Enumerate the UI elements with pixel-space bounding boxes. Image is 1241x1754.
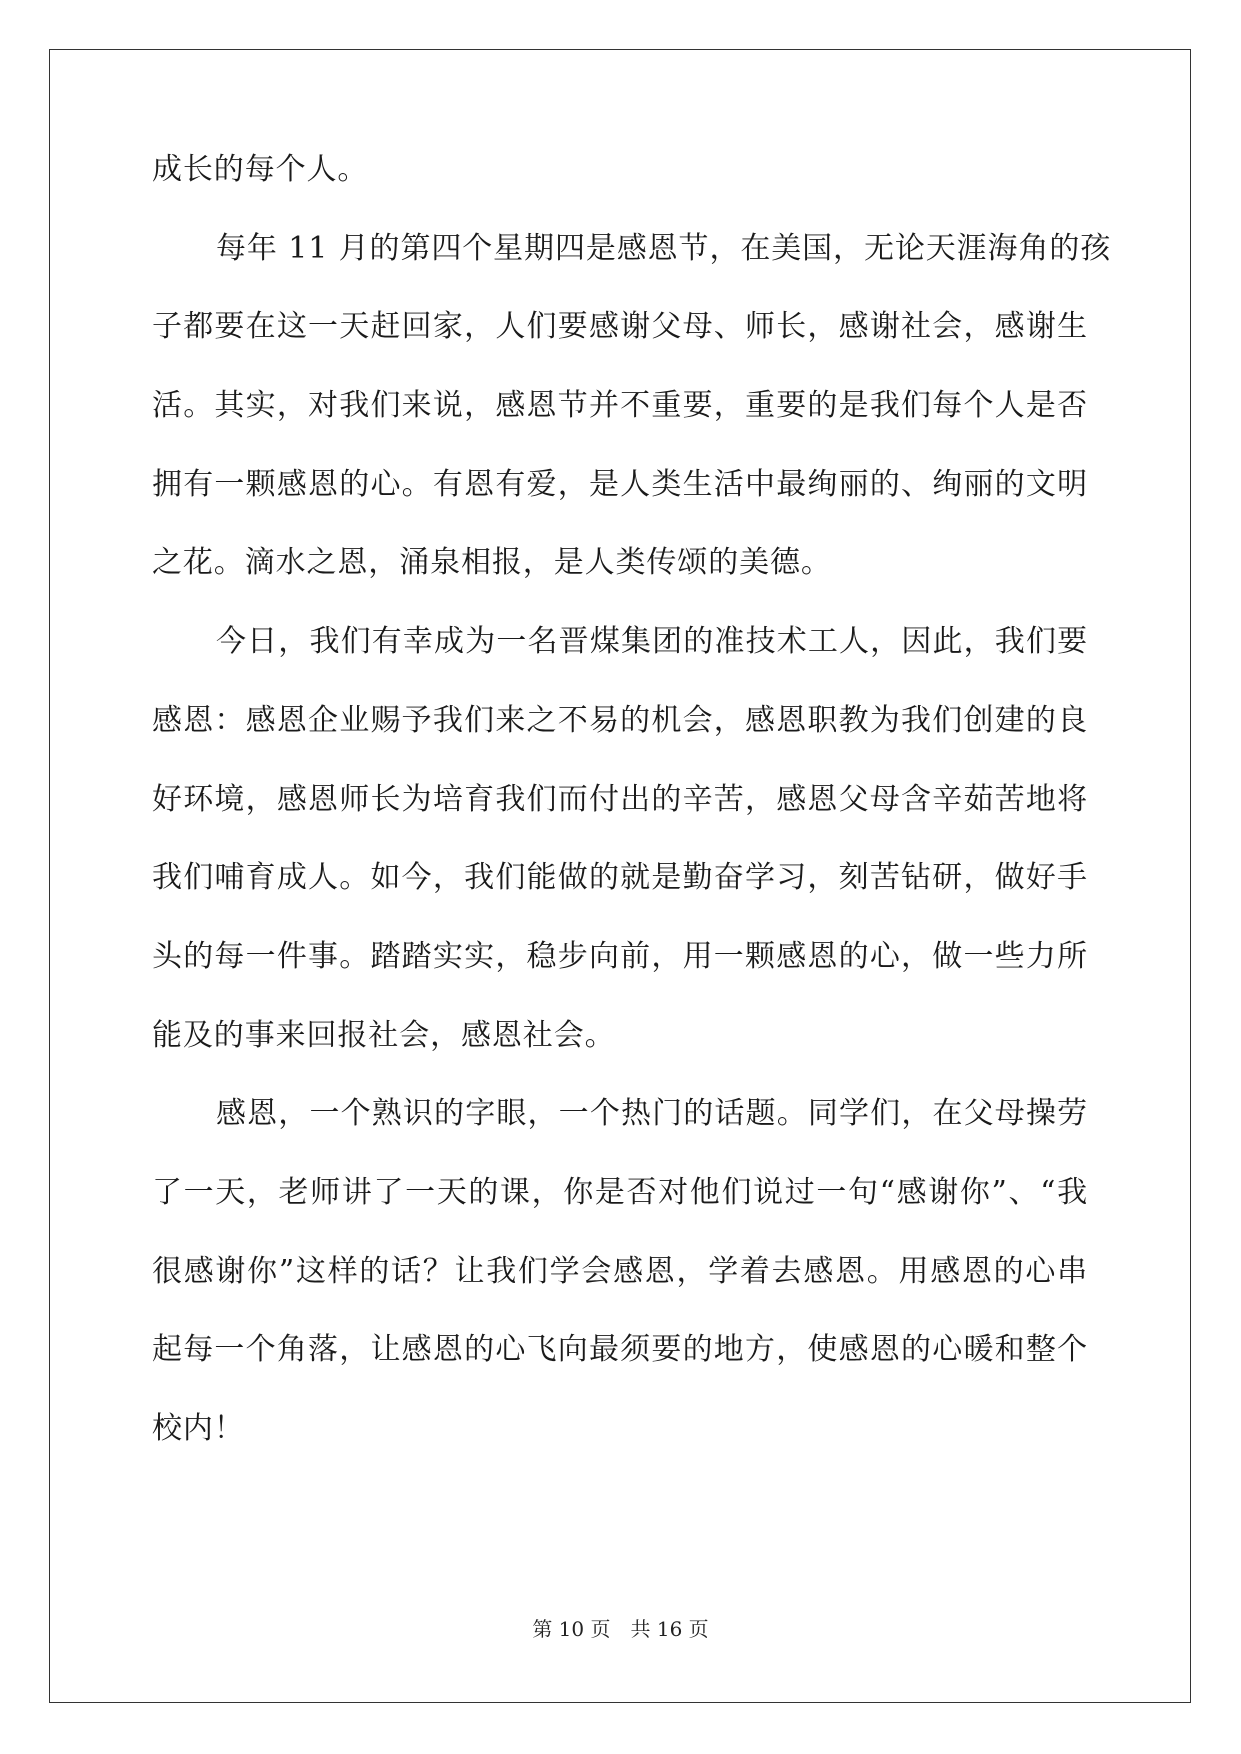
paragraph-line: 之花。滴水之恩，涌泉相报，是人类传颂的美德。 xyxy=(152,545,832,581)
paragraph-line: 感恩：感恩企业赐予我们来之不易的机会，感恩职教为我们创建的良 xyxy=(152,702,1088,738)
page-total: 共 16 页 xyxy=(630,1617,709,1641)
paragraph-line: 好环境，感恩师长为培育我们而付出的辛苦，感恩父母含辛茹苦地将 xyxy=(152,781,1088,817)
paragraph-line: 每年 11 月的第四个星期四是感恩节，在美国，无论天涯海角的孩 xyxy=(216,230,1112,266)
paragraph-line: 子都要在这一天赶回家，人们要感谢父母、师长，感谢社会，感谢生 xyxy=(152,309,1088,345)
paragraph-line: 能及的事来回报社会，感恩社会。 xyxy=(152,1017,616,1053)
paragraph-line: 了一天，老师讲了一天的课，你是否对他们说过一句“感谢你”、“我 xyxy=(152,1174,1088,1210)
paragraph-line: 活。其实，对我们来说，感恩节并不重要，重要的是我们每个人是否 xyxy=(152,388,1088,424)
paragraph-line: 今日，我们有幸成为一名晋煤集团的准技术工人，因此，我们要 xyxy=(216,624,1088,660)
paragraph-line: 拥有一颗感恩的心。有恩有爱，是人类生活中最绚丽的、绚丽的文明 xyxy=(152,466,1088,502)
document-body xyxy=(152,150,1112,1488)
paragraph-line: 成长的每个人。 xyxy=(152,152,369,187)
paragraph-line: 起每一个角落，让感恩的心飞向最须要的地方，使感恩的心暖和整个 xyxy=(152,1332,1088,1368)
paragraph-line: 我们哺育成人。如今，我们能做的就是勤奋学习，刻苦钻研，做好手 xyxy=(152,860,1088,896)
paragraph-line: 校内！ xyxy=(152,1411,245,1446)
page-number: 第 10 页 xyxy=(532,1617,611,1641)
paragraph-line: 很感谢你”这样的话？让我们学会感恩，学着去感恩。用感恩的心串 xyxy=(152,1253,1088,1289)
paragraph-line: 头的每一件事。踏踏实实，稳步向前，用一颗感恩的心，做一些力所 xyxy=(152,938,1088,974)
page-footer xyxy=(0,1616,1241,1642)
paragraph-line: 感恩，一个熟识的字眼，一个热门的话题。同学们，在父母操劳 xyxy=(216,1096,1088,1132)
